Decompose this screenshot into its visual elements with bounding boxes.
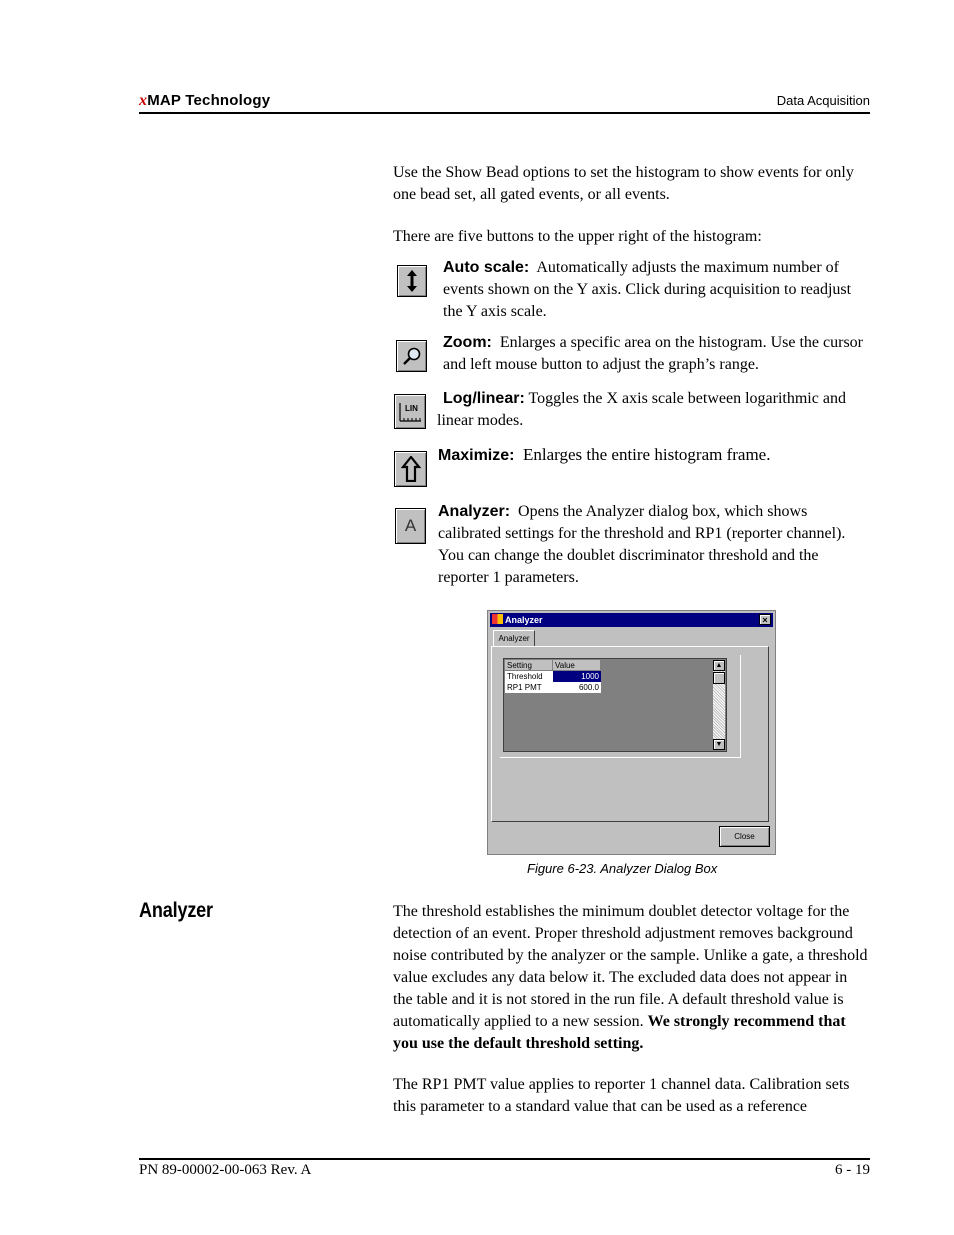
zoom-button[interactable]	[396, 340, 427, 372]
analyzer-button[interactable]	[395, 508, 426, 544]
grid-cell-setting: Threshold	[505, 671, 553, 682]
footer-rule	[139, 1158, 870, 1160]
analyzer-text: Opens the Analyzer dialog box, which shows calibrated settings for the threshold and RP1 (reporter channel). You can change the doublet discriminator threshold and the reporter 1 parameters.	[438, 503, 846, 586]
log-linear-icon-text: LIN	[405, 403, 418, 413]
brand-x: x	[139, 92, 148, 109]
grid-scrollbar[interactable]	[713, 660, 725, 750]
maximize-description	[438, 444, 871, 467]
figure-caption: Figure 6-23. Analyzer Dialog Box	[527, 861, 718, 876]
app-icon	[492, 614, 503, 624]
analyzer-dialog	[487, 610, 776, 855]
analyzer-description	[438, 501, 871, 589]
analyzer-icon: A	[404, 516, 417, 535]
scroll-up-icon[interactable]: ▲	[713, 660, 725, 671]
zoom-text: Enlarges a specific area on the histogram. Use the cursor and left mouse button to adjust the graph’s range.	[443, 334, 863, 373]
maximize-icon	[401, 456, 421, 482]
scroll-thumb[interactable]	[713, 672, 725, 684]
intro-paragraph-2: There are five buttons to the upper right of the histogram:	[393, 228, 762, 245]
footer-part-number: PN 89-00002-00-063 Rev. A	[139, 1162, 312, 1178]
header-brand	[139, 92, 270, 110]
auto-scale-icon	[405, 269, 419, 293]
log-linear-description	[437, 388, 871, 432]
analyzer-term: Analyzer:	[438, 503, 511, 520]
section-paragraph-1	[393, 901, 869, 1055]
section-paragraph-1-text: The threshold establishes the minimum doublet detector voltage for the detection of an event. Proper threshold adjustment removes background noise contributed by the analyzer or the sample. Unlike a gate, a threshold value excludes any data below it. The excluded data does not appear in the table and it is not stored in the run file. A default threshold value is automatically applied to a new session.	[393, 903, 868, 1030]
grid-header-value[interactable]: Value	[553, 660, 601, 671]
zoom-icon	[402, 346, 422, 366]
settings-grid[interactable]	[503, 658, 727, 752]
grid-cell-setting: RP1 PMT	[505, 682, 553, 693]
section-heading: Analyzer	[139, 899, 213, 922]
maximize-term: Maximize:	[438, 447, 515, 464]
grid-header-setting[interactable]: Setting	[505, 660, 553, 671]
tab-analyzer[interactable]: Analyzer	[493, 630, 535, 647]
auto-scale-text: Automatically adjusts the maximum number of events shown on the Y axis. Click during acquisition to readjust the Y axis scale.	[443, 259, 852, 320]
header-section-title: Data Acquisition	[776, 93, 870, 108]
grid-cell-value[interactable]: 600.0	[553, 682, 601, 693]
dialog-close-icon[interactable]: ×	[759, 614, 771, 625]
section-paragraph-1-emphasis: We strongly recommend that you use the default threshold setting.	[393, 1013, 846, 1052]
auto-scale-description	[443, 257, 871, 323]
auto-scale-term: Auto scale:	[443, 259, 530, 276]
footer-page-number: 6 - 19	[835, 1162, 870, 1178]
header-rule	[139, 112, 870, 114]
intro-paragraph-1: Use the Show Bead options to set the histogram to show events for only one bead set, all gated events, or all events.	[393, 164, 854, 203]
zoom-term: Zoom:	[443, 334, 492, 351]
close-button[interactable]: Close	[719, 826, 770, 847]
grid-cell-value[interactable]: 1000	[553, 671, 601, 682]
log-linear-term: Log/linear:	[443, 390, 525, 407]
brand-name: MAP Technology	[147, 92, 271, 109]
log-linear-text: Toggles the X axis scale between logarithmic and linear modes.	[437, 390, 846, 429]
log-linear-icon	[397, 399, 423, 425]
scroll-down-icon[interactable]: ▼	[713, 739, 725, 750]
maximize-text: Enlarges the entire histogram frame.	[522, 445, 771, 464]
maximize-button[interactable]	[394, 451, 427, 487]
dialog-title: Analyzer	[505, 615, 543, 625]
dialog-title-bar	[490, 613, 773, 627]
log-linear-button[interactable]	[394, 394, 426, 429]
auto-scale-button[interactable]	[397, 265, 427, 297]
zoom-description	[443, 332, 871, 376]
section-paragraph-2: The RP1 PMT value applies to reporter 1 channel data. Calibration sets this parameter to a standard value that can be used as a reference	[393, 1076, 850, 1115]
